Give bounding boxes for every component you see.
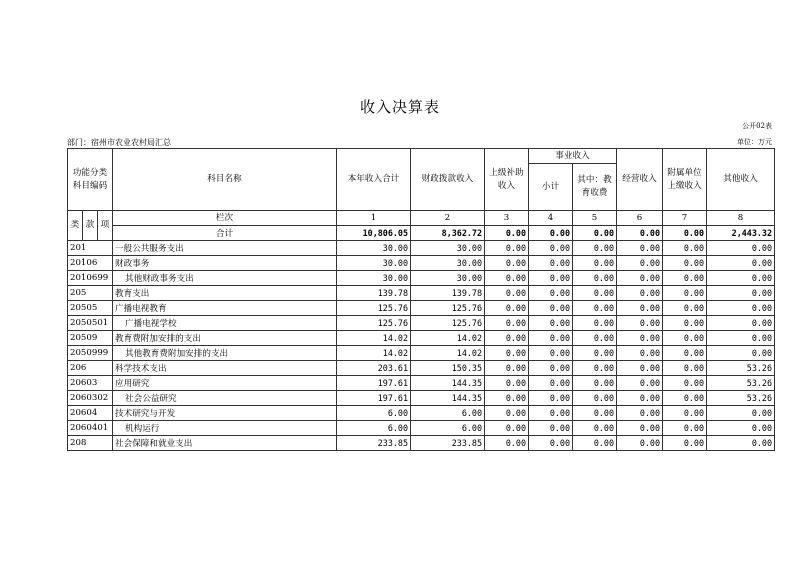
subject-name: 其他财政事务支出 (113, 271, 337, 286)
subject-code: 2050501 (68, 316, 113, 331)
cell-value: 0.00 (663, 331, 707, 346)
total-value: 2,443.32 (707, 226, 775, 241)
header-total-income: 本年收入合计 (337, 149, 411, 211)
cell-value: 0.00 (707, 316, 775, 331)
cell-value: 0.00 (529, 301, 573, 316)
cell-value: 0.00 (663, 361, 707, 376)
cell-value: 0.00 (617, 256, 663, 271)
cell-value: 0.00 (617, 271, 663, 286)
col-num-2: 2 (411, 211, 485, 226)
subject-name: 一般公共服务支出 (113, 241, 337, 256)
cell-value: 0.00 (485, 271, 529, 286)
total-value: 8,362.72 (411, 226, 485, 241)
subject-code: 2010699 (68, 271, 113, 286)
cell-value: 0.00 (707, 241, 775, 256)
cell-value: 0.00 (485, 421, 529, 436)
cell-value: 0.00 (617, 436, 663, 451)
subject-name: 应用研究 (113, 376, 337, 391)
cell-value: 30.00 (337, 241, 411, 256)
cell-value: 30.00 (411, 271, 485, 286)
header-subtotal: 小计 (529, 164, 573, 211)
cell-value: 0.00 (529, 361, 573, 376)
table-row (68, 421, 775, 436)
cell-value: 0.00 (707, 271, 775, 286)
cell-value: 197.61 (337, 391, 411, 406)
subject-name: 社会公益研究 (113, 391, 337, 406)
header-business-group: 事业收入 (529, 149, 617, 164)
cell-value: 6.00 (411, 421, 485, 436)
cell-value: 0.00 (573, 346, 617, 361)
cell-value: 0.00 (707, 286, 775, 301)
table-row (68, 346, 775, 361)
cell-value: 0.00 (707, 406, 775, 421)
cell-value: 0.00 (485, 391, 529, 406)
cell-value: 0.00 (707, 346, 775, 361)
subject-code: 201 (68, 241, 113, 256)
table-row (68, 391, 775, 406)
cell-value: 53.26 (707, 376, 775, 391)
income-table (67, 148, 775, 451)
cell-value: 30.00 (337, 271, 411, 286)
subject-code: 205 (68, 286, 113, 301)
subject-code: 2060401 (68, 421, 113, 436)
cell-value: 0.00 (485, 301, 529, 316)
cell-value: 0.00 (707, 331, 775, 346)
cell-value: 0.00 (573, 391, 617, 406)
header-xiang: 项 (98, 211, 113, 241)
cell-value: 0.00 (573, 241, 617, 256)
total-value: 0.00 (529, 226, 573, 241)
cell-value: 0.00 (573, 421, 617, 436)
header-lei: 类 (68, 211, 83, 241)
cell-value: 0.00 (485, 436, 529, 451)
table-row (68, 256, 775, 271)
cell-value: 0.00 (617, 286, 663, 301)
total-value: 0.00 (485, 226, 529, 241)
table-row (68, 436, 775, 451)
cell-value: 0.00 (707, 436, 775, 451)
page-title: 收入决算表 (359, 98, 440, 116)
cell-value: 0.00 (617, 331, 663, 346)
cell-value: 0.00 (485, 361, 529, 376)
cell-value: 0.00 (573, 316, 617, 331)
subject-name: 科学技术支出 (113, 361, 337, 376)
cell-value: 0.00 (573, 256, 617, 271)
cell-value: 0.00 (485, 331, 529, 346)
cell-value: 0.00 (573, 436, 617, 451)
cell-value: 0.00 (663, 301, 707, 316)
cell-value: 30.00 (411, 256, 485, 271)
cell-value: 139.78 (411, 286, 485, 301)
cell-value: 144.35 (411, 391, 485, 406)
cell-value: 14.02 (411, 346, 485, 361)
cell-value: 144.35 (411, 376, 485, 391)
data-rows (68, 241, 775, 451)
subject-name: 教育费附加安排的支出 (113, 331, 337, 346)
cell-value: 0.00 (617, 301, 663, 316)
cell-value: 0.00 (617, 361, 663, 376)
cell-value: 0.00 (529, 271, 573, 286)
cell-value: 0.00 (529, 436, 573, 451)
cell-value: 233.85 (337, 436, 411, 451)
cell-value: 125.76 (337, 301, 411, 316)
subject-code: 20505 (68, 301, 113, 316)
subject-code: 20603 (68, 376, 113, 391)
cell-value: 0.00 (617, 241, 663, 256)
subject-name: 社会保障和就业支出 (113, 436, 337, 451)
cell-value: 14.02 (411, 331, 485, 346)
subject-name: 其他教育费附加安排的支出 (113, 346, 337, 361)
cell-value: 150.35 (411, 361, 485, 376)
subject-name: 教育支出 (113, 286, 337, 301)
header-affiliated: 附属单位上缴收入 (663, 149, 707, 211)
col-num-5: 5 (573, 211, 617, 226)
table-row (68, 241, 775, 256)
subject-code: 2060302 (68, 391, 113, 406)
subject-code: 2050999 (68, 346, 113, 361)
cell-value: 0.00 (485, 376, 529, 391)
cell-value: 0.00 (617, 316, 663, 331)
col-num-8: 8 (707, 211, 775, 226)
table-row (68, 361, 775, 376)
cell-value: 0.00 (663, 316, 707, 331)
cell-value: 53.26 (707, 391, 775, 406)
cell-value: 0.00 (485, 316, 529, 331)
cell-value: 0.00 (617, 421, 663, 436)
subject-name: 广播电视学校 (113, 316, 337, 331)
cell-value: 203.61 (337, 361, 411, 376)
header-fiscal: 财政拨款收入 (411, 149, 485, 211)
table-row (68, 406, 775, 421)
cell-value: 197.61 (337, 376, 411, 391)
table-row (68, 271, 775, 286)
header-kuan: 款 (83, 211, 98, 241)
cell-value: 0.00 (663, 391, 707, 406)
cell-value: 53.26 (707, 361, 775, 376)
cell-value: 0.00 (663, 421, 707, 436)
cell-value: 0.00 (485, 286, 529, 301)
cell-value: 0.00 (707, 421, 775, 436)
cell-value: 0.00 (529, 316, 573, 331)
col-num-6: 6 (617, 211, 663, 226)
cell-value: 0.00 (663, 286, 707, 301)
header-row-1 (68, 149, 775, 164)
table-row (68, 376, 775, 391)
cell-value: 125.76 (411, 301, 485, 316)
table-row (68, 316, 775, 331)
cell-value: 125.76 (411, 316, 485, 331)
cell-value: 0.00 (663, 376, 707, 391)
header-operating: 经营收入 (617, 149, 663, 211)
cell-value: 0.00 (617, 376, 663, 391)
total-value: 0.00 (663, 226, 707, 241)
cell-value: 0.00 (573, 376, 617, 391)
header-subject-name: 科目名称 (113, 149, 337, 211)
cell-value: 0.00 (663, 241, 707, 256)
cell-value: 0.00 (485, 346, 529, 361)
col-num-4: 4 (529, 211, 573, 226)
cell-value: 0.00 (573, 361, 617, 376)
subject-code: 20604 (68, 406, 113, 421)
cell-value: 0.00 (663, 436, 707, 451)
header-row-3 (68, 211, 775, 226)
header-superior: 上级补助收入 (485, 149, 529, 211)
form-number: 公开02表 (742, 122, 772, 130)
cell-value: 0.00 (707, 256, 775, 271)
cell-value: 0.00 (529, 346, 573, 361)
cell-value: 0.00 (663, 406, 707, 421)
cell-value: 0.00 (529, 421, 573, 436)
col-num-1: 1 (337, 211, 411, 226)
subject-code: 20509 (68, 331, 113, 346)
cell-value: 125.76 (337, 316, 411, 331)
department-label: 部门：宿州市农业农村局汇总 (67, 138, 171, 147)
cell-value: 0.00 (663, 256, 707, 271)
cell-value: 14.02 (337, 331, 411, 346)
cell-value: 0.00 (529, 406, 573, 421)
cell-value: 0.00 (529, 256, 573, 271)
cell-value: 0.00 (617, 391, 663, 406)
cell-value: 0.00 (529, 286, 573, 301)
total-value: 0.00 (617, 226, 663, 241)
col-num-7: 7 (663, 211, 707, 226)
subject-code: 208 (68, 436, 113, 451)
header-other: 其他收入 (707, 149, 775, 211)
cell-value: 0.00 (529, 391, 573, 406)
cell-value: 0.00 (485, 241, 529, 256)
total-value: 0.00 (573, 226, 617, 241)
cell-value: 233.85 (411, 436, 485, 451)
cell-value: 6.00 (337, 406, 411, 421)
cell-value: 0.00 (663, 271, 707, 286)
cell-value: 0.00 (529, 376, 573, 391)
subject-name: 广播电视教育 (113, 301, 337, 316)
cell-value: 0.00 (573, 271, 617, 286)
cell-value: 14.02 (337, 346, 411, 361)
cell-value: 0.00 (617, 406, 663, 421)
table-row (68, 286, 775, 301)
cell-value: 6.00 (337, 421, 411, 436)
subject-code: 20106 (68, 256, 113, 271)
header-lanci: 栏次 (113, 211, 337, 226)
cell-value: 30.00 (411, 241, 485, 256)
cell-value: 0.00 (529, 241, 573, 256)
cell-value: 0.00 (485, 256, 529, 271)
cell-value: 6.00 (411, 406, 485, 421)
total-value: 10,806.05 (337, 226, 411, 241)
header-func-code: 功能分类科目编码 (68, 149, 113, 211)
total-label: 合计 (113, 226, 337, 241)
subject-name: 机构运行 (113, 421, 337, 436)
cell-value: 0.00 (573, 406, 617, 421)
total-row (68, 226, 775, 241)
table-row (68, 331, 775, 346)
subject-code: 206 (68, 361, 113, 376)
cell-value: 0.00 (707, 301, 775, 316)
cell-value: 0.00 (573, 301, 617, 316)
cell-value: 0.00 (485, 406, 529, 421)
col-num-3: 3 (485, 211, 529, 226)
subject-name: 技术研究与开发 (113, 406, 337, 421)
table-row (68, 301, 775, 316)
cell-value: 0.00 (663, 346, 707, 361)
cell-value: 0.00 (617, 346, 663, 361)
cell-value: 0.00 (573, 331, 617, 346)
unit-label: 单位：万元 (737, 138, 772, 146)
cell-value: 30.00 (337, 256, 411, 271)
subject-name: 财政事务 (113, 256, 337, 271)
cell-value: 139.78 (337, 286, 411, 301)
cell-value: 0.00 (529, 331, 573, 346)
header-education-fee: 其中：教育收费 (573, 164, 617, 211)
cell-value: 0.00 (573, 286, 617, 301)
